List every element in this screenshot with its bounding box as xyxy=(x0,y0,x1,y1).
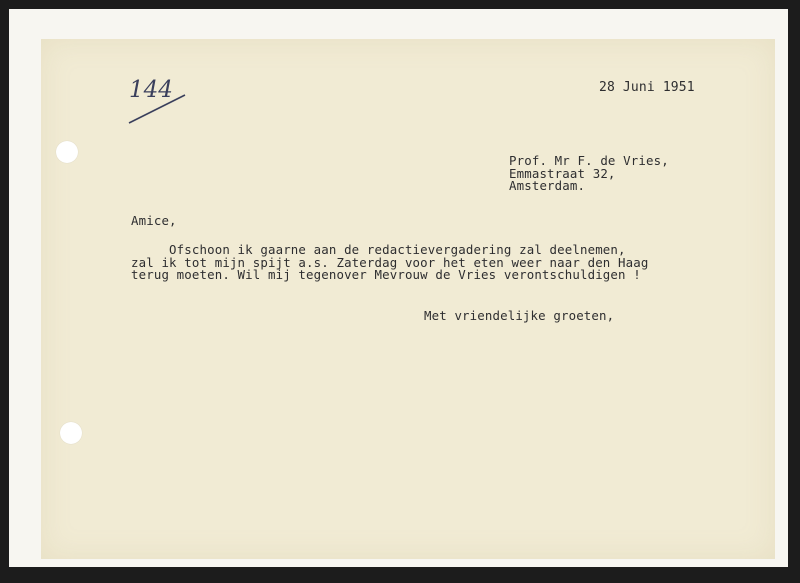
letter-sheet xyxy=(41,39,775,559)
closing: Met vriendelijke groeten, xyxy=(424,308,615,323)
body-line: zal ik tot mijn spijt a.s. Zaterdag voor het eten weer naar den Haag xyxy=(131,254,649,270)
recipient-line: Emmastraat 32, xyxy=(509,165,616,181)
letter-date: 28 Juni 1951 xyxy=(599,80,695,95)
recipient-address xyxy=(509,155,669,193)
handwritten-annotation xyxy=(123,67,193,127)
mount-board xyxy=(9,9,788,567)
salutation: Amice, xyxy=(131,213,177,228)
punch-hole xyxy=(60,422,82,444)
handwritten-number: 144 xyxy=(129,77,173,103)
letter-body xyxy=(131,244,648,282)
recipient-line: Prof. Mr F. de Vries, xyxy=(509,153,669,168)
recipient-line: Amsterdam. xyxy=(509,178,586,193)
body-line: terug moeten. Wil mij tegenover Mevrouw de Vries verontschuldigen ! xyxy=(131,267,641,282)
body-line: Ofschoon ik gaarne aan de redactievergadering zal deelnemen, xyxy=(131,242,626,257)
punch-hole xyxy=(56,141,78,163)
